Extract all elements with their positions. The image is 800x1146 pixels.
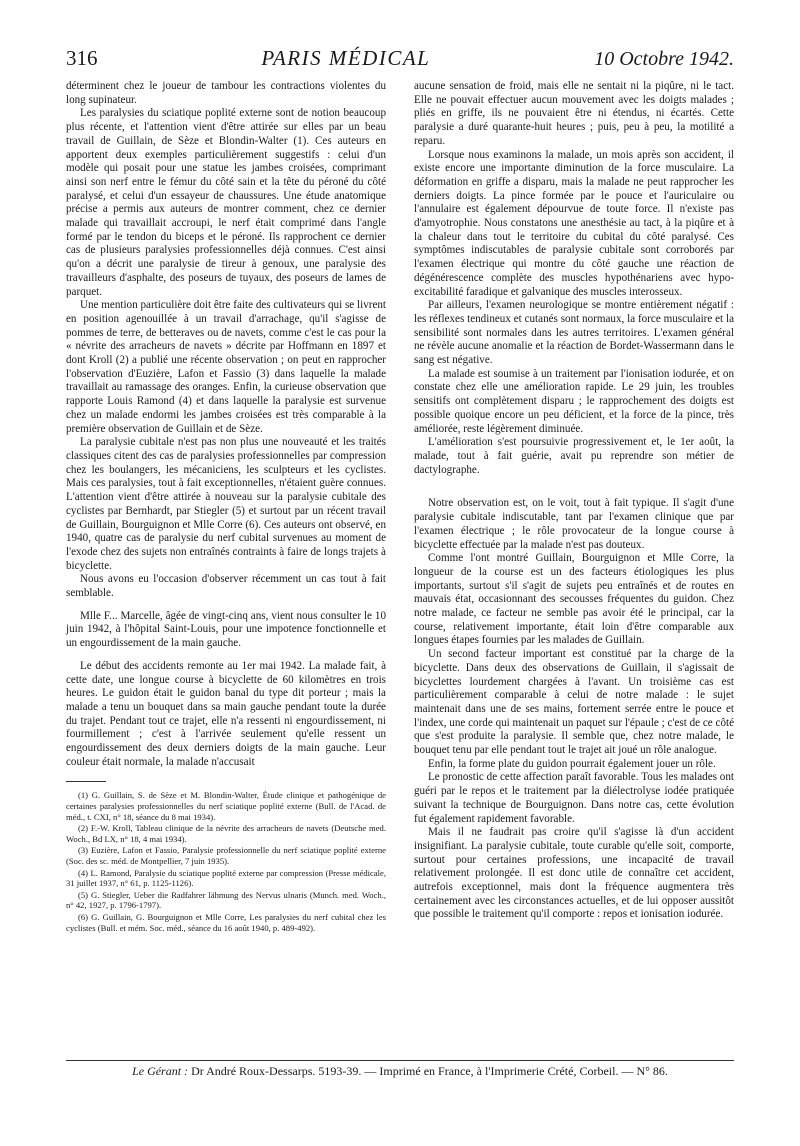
paragraph: Mais il ne faudrait pas croire qu'il s'agisse là d'un accident insignifiant. La paralysie cubitale, toute curable qu'elle soit, comporte, surtout pour certaines professions, une incapacité de travail relativement prolongée. Il est donc utile de connaître cet accident, autrefois exceptionnel, mais dont la fréquence augmentera très certainement avec les circonstances actuelles, et de lui opposer aussitôt que possible le traitement qu'il comporte : repos et ionisation iodurée. [414, 826, 734, 921]
footnote: (4) L. Ramond, Paralysie du sciatique poplité externe par compression (Presse médicale, 31 juillet 1937, n° 61, p. 1125-1126). [66, 867, 386, 889]
paragraph: Une mention particulière doit être faite des cultivateurs qui se livrent en position agenouillée à un travail d'arrachage, qu'il s'agisse de pommes de terre, de betteraves ou de navets, comme c'est le cas pour la « névrite des arracheurs de navets » décrite par Hoffmann en 1897 et dont Kroll (2) a publié une récente observation ; on peut en rapprocher l'observation d'Euzière, Lafon et Fassio (3) dans laquelle la malade travaillait au ramassage des oranges. Enfin, la curieuse observation que rapporte Louis Ramond (4) et dans laquelle la paralysie est survenue chez un malade endormi les jambes croisées est très comparable à la première observation de Guillain et de Sèze. [66, 299, 386, 435]
left-column [66, 80, 386, 934]
paragraph: Le pronostic de cette affection paraît favorable. Tous les malades ont guéri par le repos et le traitement par la diélectrolyse iodée pratiquée suivant la technique de Bourguignon. Dans notre cas, cette évolution fut également rapidement favorable. [414, 771, 734, 825]
paragraph: Un second facteur important est constitué par la charge de la bicyclette. Dans deux des observations de Guillain, il s'agissait de bicyclettes lourdement chargées à l'avant. Un troisième cas est particulièrement comparable à celui de notre malade : le sujet maintenait dans une de ses mains, fortement serrée entre le pouce et l'index, une corde qui maintenait un paquet sur l'épaule ; c'est de ce côté que s'est produite la paralysie. Il semble que, chez notre malade, le bouquet tenu par elle pendant tout le trajet ait joué un rôle analogue. [414, 648, 734, 757]
footnotes [66, 790, 386, 933]
footnote: (2) F.-W. Kroll, Tableau clinique de la névrite des arracheurs de navets (Deutsche med. Woch., Bd LX, n° 18, 4 mai 1934). [66, 823, 386, 844]
footnote: (1) G. Guillain, S. de Sèze et M. Blondin-Walter, Étude clinique et pathogénique de certaines paralysies professionnelles du nerf sciatique poplité externe (Bull. de l'Acad. de méd., t. CXI, n° 18, séance du 8 mai 1934). [66, 790, 386, 822]
footer-text: Dr André Roux-Dessarps. 5193-39. — Imprimé en France, à l'Imprimerie Crété, Corbeil. — N° 86. [191, 1064, 668, 1078]
footnote-separator [66, 781, 106, 782]
paragraph: Notre observation est, on le voit, tout à fait typique. Il s'agit d'une paralysie cubitale indiscutable, tant par l'examen clinique que par l'examen électrique ; le rôle provocateur de la longue course à bicyclette effectuée par la malade n'est pas douteux. [414, 497, 734, 551]
footnote: (6) G. Guillain, G. Bourguignon et Mlle Corre, Les paralysies du nerf cubital chez les cyclistes (Bull. et mém. Soc. méd., séance du 16 août 1940, p. 489-492). [66, 911, 386, 933]
paragraph: Enfin, la forme plate du guidon pourrait également jouer un rôle. [428, 757, 716, 770]
journal-title: PARIS MÉDICAL [261, 46, 431, 70]
footnote: (5) G. Stiegler, Ueber die Radfahrer lähmung des Nervus ulnaris (Munch. med. Woch., n° 42, 1927, p. 1796-1797). [66, 889, 386, 911]
paragraph: Les paralysies du sciatique poplité externe sont de notion beaucoup plus récente, et l'attention vient d'être attirée sur elles par un beau travail de Guillain, de Sèze et Blondin-Walter (1). Ces auteurs en apportent deux exemples particulièrement suggestifs : celui d'un modèle qui posait pour une statue les jambes croisées, comprimant ainsi son nerf entre le fémur du côté sain et la tête du péroné du côté paralysé, et celui d'un essayeur de chaussures. Une étude anatomique précise a permis aux auteurs de montrer comment, chez ce dernier malade qui travaillait accroupi, le nerf était comprimé dans l'angle formé par le tendon du biceps et le péroné. Ils rapprochent ce dernier cas de plusieurs paralysies professionnelles déjà connues. C'est ainsi qu'on a décrit une paralysie de tireur à genoux, une paralysie des travailleurs d'asphalte, des poseurs de tuyaux, des poseurs de lames de parquet. [66, 107, 386, 298]
paragraph: Nous avons eu l'occasion d'observer récemment un cas tout à fait semblable. [66, 573, 386, 600]
paragraph: Mlle F... Marcelle, âgée de vingt-cinq ans, vient nous consulter le 10 juin 1942, à l'hôpital Saint-Louis, pour une impotence fonctionnelle et un engourdissement de la main gauche. [66, 609, 386, 650]
paragraph: Lorsque nous examinons la malade, un mois après son accident, il existe encore une importante diminution de la force musculaire. La déformation en griffe a disparu, mais la malade ne peut rapprocher les derniers doigts. La pince formée par le pouce et l'auriculaire ou l'annulaire est également dépourvue de toute force. Il n'existe pas d'amyotrophie. Nous constatons une anesthésie au tact, à la piqûre et à la chaleur dans tout le territoire du cubital du côté paralysé. Ces symptômes indiscutables de paralysie cubitale sont corroborés par l'examen électrique qui montre du côté gauche une réaction de dégénérescence complète des muscles hypothénariens avec hypo-excitabilité faradique et galvanique des muscles interosseux. [414, 148, 734, 298]
footer-rule [66, 1060, 734, 1061]
issue-date: 10 Octobre 1942. [594, 48, 734, 70]
paragraph: La malade est soumise à un traitement par l'ionisation iodurée, et on constate chez elle une amélioration rapide. Le 29 juin, les troubles sensitifs ont complètement disparu ; le rapprochement des doigts est possible quoique encore un peu déficient, et la force de la pince, très améliorée, reste légèrement diminuée. [414, 367, 734, 435]
right-column [414, 80, 734, 922]
paragraph: Le début des accidents remonte au 1er mai 1942. La malade fait, à cette date, une longue course à bicyclette de 60 kilomètres en trois heures. Le guidon était le guidon banal du type dit porteur ; mais la malade a tenu un bouquet dans sa main gauche pendant toute la durée du trajet. Pendant tout ce trajet, elle n'a ressenti ni engourdissement, ni fourmillement ; c'est à l'arrivée seulement qu'elle ressent un engourdissement des deux derniers doigts de la main gauche. Leur couleur était normale, la malade n'accusait [66, 659, 386, 768]
footnote: (3) Euzière, Lafon et Fassio, Paralysie professionnelle du nerf sciatique poplité externe (Soc. des sc. méd. de Montpellier, 7 juin 1935). [66, 845, 386, 867]
page-footer [66, 1064, 734, 1079]
page-number: 316 [66, 46, 98, 70]
paragraph: L'amélioration s'est poursuivie progressivement et, le 1er août, la malade, tout à fait guérie, avait pu reprendre son métier de dactylographe. [414, 436, 734, 476]
footer-gerant-label: Le Gérant : [132, 1064, 189, 1078]
paragraph: déterminent chez le joueur de tambour les contractions violentes du long supinateur. [66, 80, 386, 106]
paragraph: Par ailleurs, l'examen neurologique se montre entièrement négatif : les réflexes tendineux et cutanés sont normaux, la force musculaire et la sensibilité sont normales dans les autres territoires. L'examen général ne révèle aucune anomalie et la réaction de Bordet-Wassermann dans le sang est négative. [414, 299, 734, 367]
paragraph: Comme l'ont montré Guillain, Bourguignon et Mlle Corre, la longueur de la course est un des facteurs étiologiques les plus importants, surtout s'il s'agit de sujets peu entraînés et de routes en mauvais état, occasionnant des secousses fréquentes du guidon. Chez notre malade, ce facteur ne semble pas avoir été le principal, car la course, relativement importante, était loin d'être comparable aux longues étapes fournies par les malades de Guillain. [414, 552, 734, 647]
paragraph: La paralysie cubitale n'est pas non plus une nouveauté et les traités classiques citent des cas de paralysies professionnelles par compression chez les boulangers, les mécaniciens, les sculpteurs et les cyclistes. Mais ces paralysies, tout à fait exceptionnelles, n'étaient guère connues. L'attention vient d'être attirée à nouveau sur la paralysie cubitale des cyclistes par Bernhardt, par Stiegler (5) et surtout par un récent travail de Guillain, Bourguignon et Mlle Corre (6). Ces auteurs ont observé, en 1940, quatre cas de paralysie du nerf cubital survenues au moment de l'exode chez des sujets non entraînés contraints à faire de longs trajets à bicyclette. [66, 436, 386, 572]
paragraph: aucune sensation de froid, mais elle ne sentait ni la piqûre, ni le tact. Elle ne pouvait effectuer aucun mouvement avec les doigts malades ; pliés en griffe, ils ne pouvaient être ni étendus, ni écartés. Cette paralysie a duré quarante-huit heures ; puis, peu à peu, la motilité a reparu. [414, 80, 734, 147]
page-header [66, 46, 734, 80]
